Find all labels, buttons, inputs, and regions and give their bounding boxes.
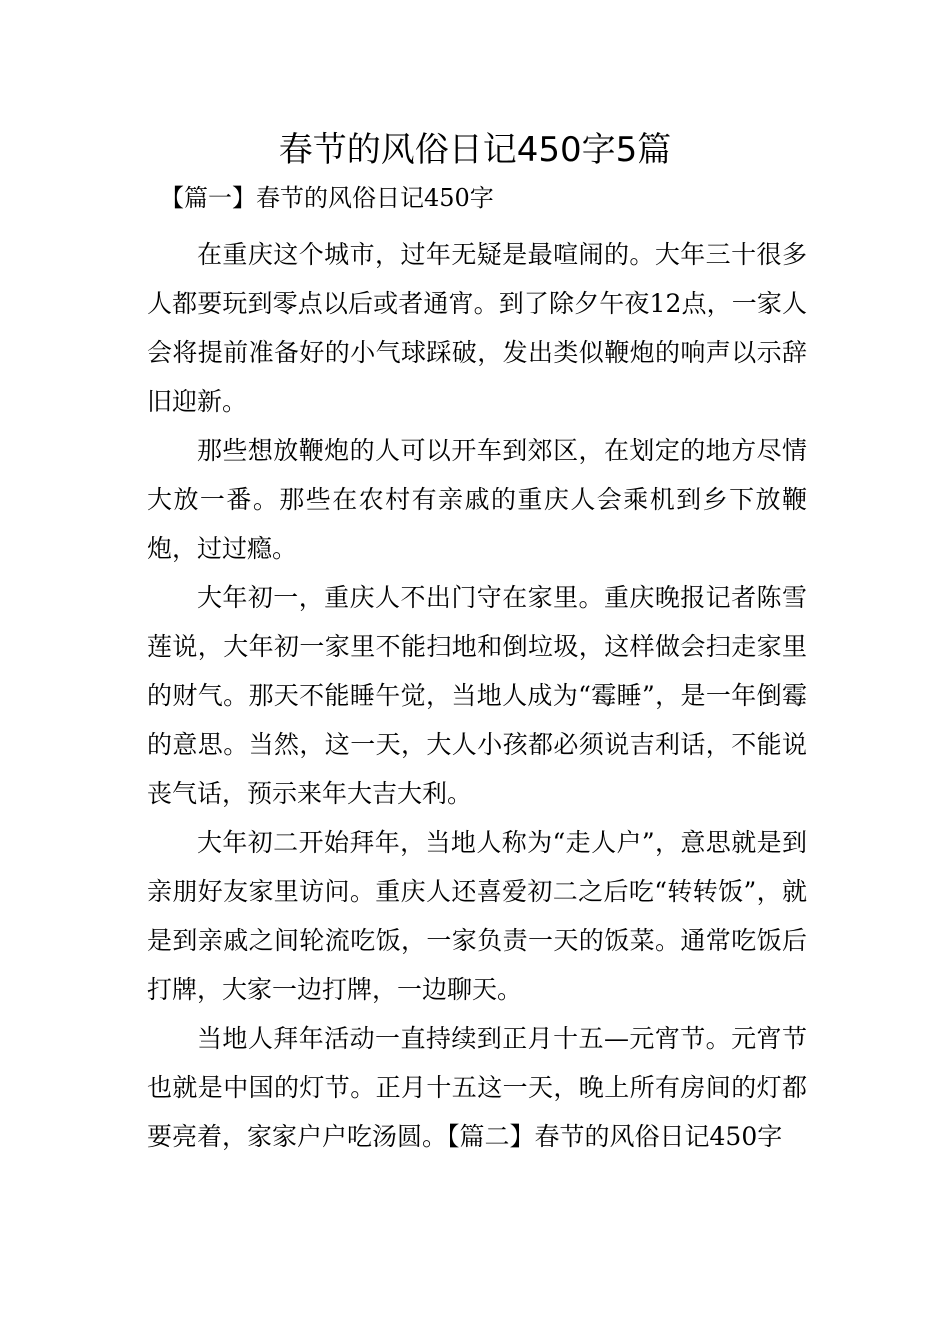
paragraph: 在重庆这个城市，过年无疑是最喧闹的。大年三十很多人都要玩到零点以后或者通宵。到了除夕午夜12点，一家人会将提前准备好的小气球踩破，发出类似鞭炮的响声以示辞旧迎新。 [147, 240, 807, 416]
paragraph: 当地人拜年活动一直持续到正月十五—元宵节。元宵节也就是中国的灯节。正月十五这一天，晚上所有房间的灯都要亮着，家家户户吃汤圆。【篇二】春节的风俗日记450字 [147, 1024, 807, 1151]
section-heading: 【篇一】春节的风俗日记450字 [160, 184, 494, 212]
document-body [147, 230, 807, 1161]
document-title: 春节的风俗日记450字5篇 [278, 130, 672, 170]
paragraph: 大年初一，重庆人不出门守在家里。重庆晚报记者陈雪莲说，大年初一家里不能扫地和倒垃圾，这样做会扫走家里的财气。那天不能睡午觉，当地人成为“霉睡”，是一年倒霉的意思。当然，这一天，大人小孩都必须说吉利话，不能说丧气话，预示来年大吉大利。 [147, 583, 807, 808]
paragraph: 那些想放鞭炮的人可以开车到郊区，在划定的地方尽情大放一番。那些在农村有亲戚的重庆人会乘机到乡下放鞭炮，过过瘾。 [147, 436, 807, 563]
paragraph: 大年初二开始拜年，当地人称为“走人户”，意思就是到亲朋好友家里访问。重庆人还喜爱初二之后吃“转转饭”，就是到亲戚之间轮流吃饭，一家负责一天的饭菜。通常吃饭后打牌，大家一边打牌，一边聊天。 [147, 828, 807, 1004]
